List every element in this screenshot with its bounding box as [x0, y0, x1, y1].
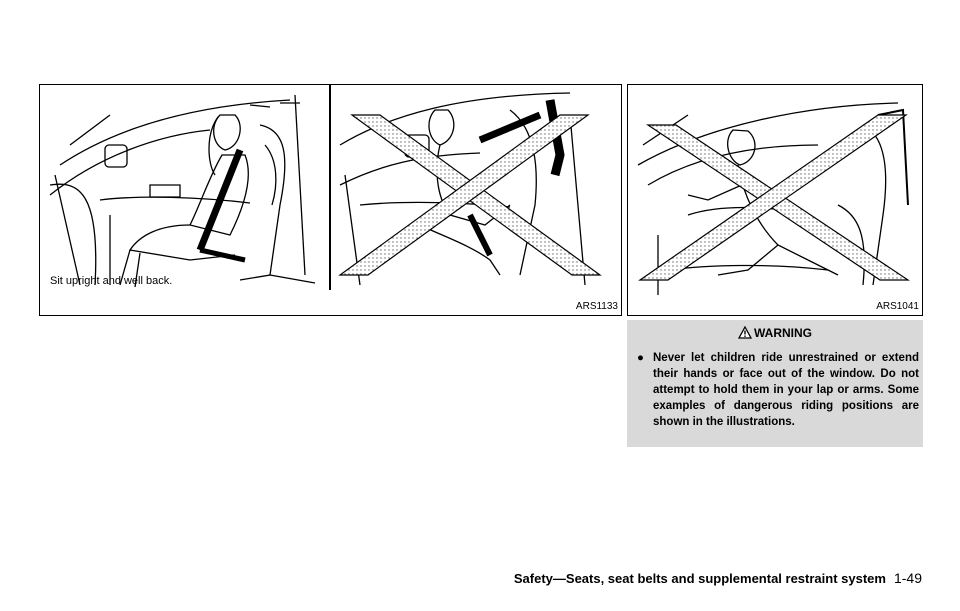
warning-heading-text: WARNING — [754, 326, 812, 340]
illustration-child-unrestrained — [627, 84, 923, 316]
bullet-icon: ● — [637, 352, 644, 364]
warning-heading — [627, 326, 923, 342]
section-title: Safety—Seats, seat belts and supplemental restraint system — [513, 571, 886, 586]
illustration-correct-and-incorrect-seating — [39, 84, 622, 316]
page-number: 1-49 — [893, 570, 922, 586]
panel-divider — [329, 85, 331, 290]
figure-code: ARS1133 — [575, 301, 618, 312]
warning-box — [627, 320, 923, 447]
page-footer — [514, 570, 922, 586]
warning-triangle-icon — [738, 326, 752, 342]
child-illustration-svg — [628, 85, 923, 316]
warning-item — [637, 350, 919, 430]
figure-code: ARS1041 — [876, 301, 919, 312]
warning-list — [637, 350, 919, 430]
warning-item-text: Never let children ride unrestrained or extend their hands or face out of the window. Do not attempt to hold them in your lap or arms. Some examples of dangerous riding positions are shown in the illustrations. — [653, 352, 919, 428]
figure-caption: Sit upright and well back. — [50, 275, 173, 287]
